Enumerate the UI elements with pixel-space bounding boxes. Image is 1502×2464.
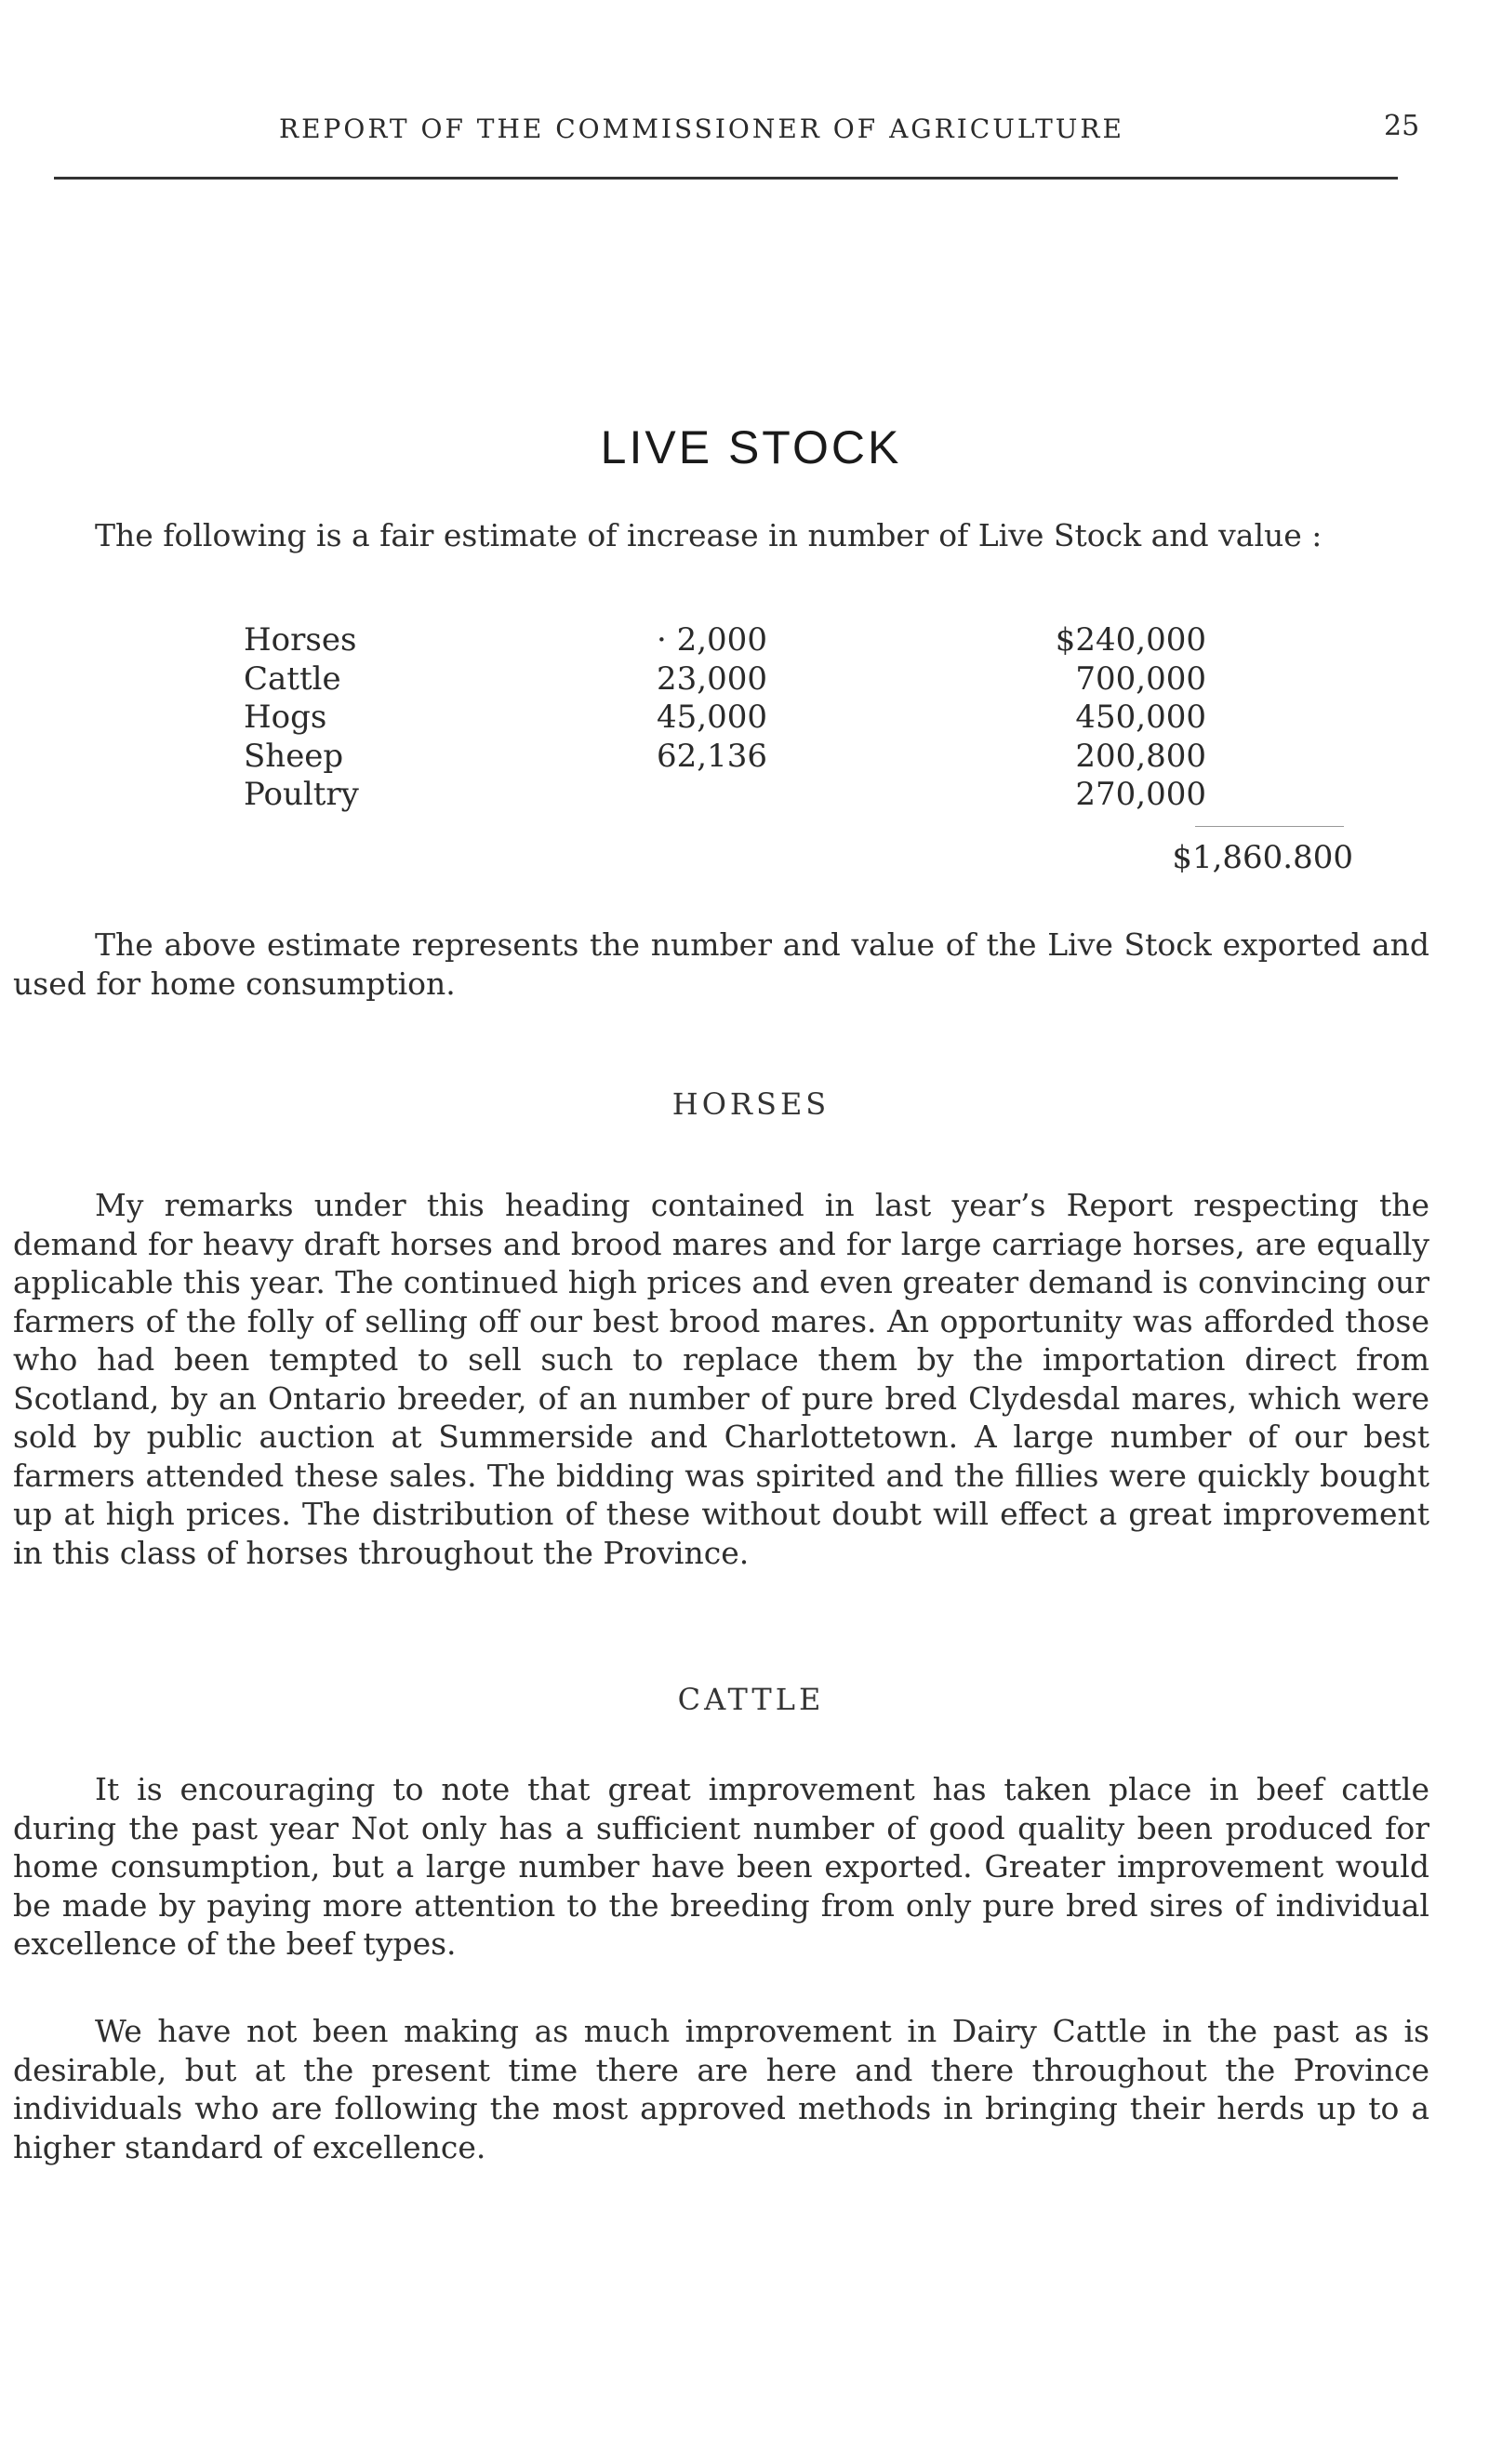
row-value: 450,000 xyxy=(1075,699,1206,736)
row-value: 700,000 xyxy=(1075,659,1206,698)
row-count: 62,136 xyxy=(657,737,767,775)
row-value: 270,000 xyxy=(1075,776,1206,813)
row-name: Hogs xyxy=(244,699,327,736)
live-stock-title: LIVE STOCK xyxy=(600,421,902,473)
row-name: Horses xyxy=(244,621,357,659)
cattle-paragraph-1: It is encouraging to note that great improvement has taken place in beef cattle during the past year Not only has a sufficient number of good quality been produced for home consumption, but a large number have been exported. Greater improvement would be made by paying more attention to the breeding from only pure bred sires of individual excellence of the beef types. xyxy=(13,1771,1429,1962)
total-rule xyxy=(1195,826,1344,827)
row-value: 200,800 xyxy=(1075,737,1206,775)
row-name: Poultry xyxy=(244,776,359,813)
horses-paragraph: My remarks under this heading contained in last year’s Report respecting the demand for heavy draft horses and brood mares and for large carriage horses, are equally applicable this year. The continued high prices and even greater demand is convincing our farmers of the folly of selling off our best brood mares. An opportunity was afforded those who had been tempted to sell such to replace them by the importation direct from Scotland, by an Ontario breeder, of an number of pure bred Clydesdal mares, which were sold by public auction at Summerside and Charlottetown. A large number of our best farmers attended these sales. The bidding was spirited and the fillies were quickly bought up at high prices. The distribution of these without doubt will effect a great improvement in this class of horses throughout the Province. xyxy=(13,1187,1429,1571)
row-name: Sheep xyxy=(244,737,344,775)
live-stock-note: The above estimate represents the number and value of the Live Stock exported and used for home consumption. xyxy=(13,926,1429,1002)
live-stock-total: $1,860.800 xyxy=(1172,839,1353,876)
live-stock-intro: The following is a fair estimate of increase in number of Live Stock and value : xyxy=(95,517,1323,553)
row-count: 45,000 xyxy=(657,699,767,736)
row-value: $240,000 xyxy=(1055,621,1206,659)
header-rule xyxy=(54,177,1398,180)
row-name: Cattle xyxy=(244,659,341,698)
row-count: 23,000 xyxy=(657,659,767,698)
page-number: 25 xyxy=(1384,110,1420,142)
running-head: REPORT OF THE COMMISSIONER OF AGRICULTURE xyxy=(279,113,1124,144)
horses-heading: HORSES xyxy=(671,1086,831,1122)
cattle-heading: CATTLE xyxy=(677,1682,825,1717)
cattle-paragraph-2: We have not been making as much improvement in Dairy Cattle in the past as is desirable, but at the present time there are here and there throughout the Province individuals who are following the most approved methods in bringing their herds up to a higher standard of excellence. xyxy=(13,2013,1429,2165)
row-count: · 2,000 xyxy=(657,621,767,659)
